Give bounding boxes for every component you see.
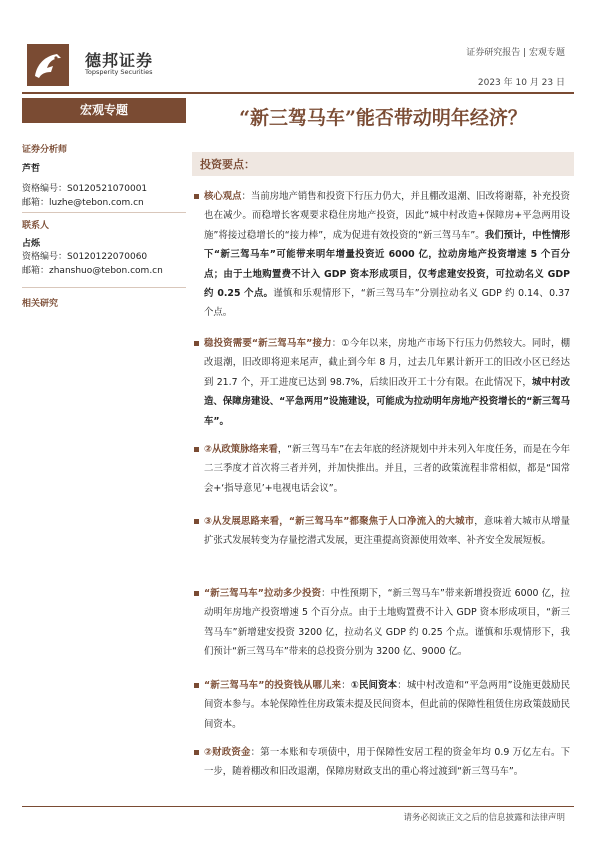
analyst-email[interactable]: 邮箱：luzhe@tebon.com.cn xyxy=(22,198,144,208)
key-points-title: 投资要点： xyxy=(200,158,255,171)
analyst-name: 芦哲 xyxy=(22,164,41,174)
key-point-2: 稳投资需要“新三驾马车”接力：①今年以来，房地产市场下行压力仍然较大。同时，棚改退潮，旧改即将迎来尾声，截止到今年 8 月，过去几年累计新开工的旧改小区已经达到 21.7 个，开工进度已达到 98.7%，后续旧改开工十分有限。在此情况下，城中村改造、保障房建设、“平急两用”设施建设，可能成为拉动明年房地产投资增长的“新三驾马车”。 xyxy=(204,334,570,431)
left-divider xyxy=(22,212,186,213)
analyst-section-label: 证券分析师 xyxy=(22,145,68,155)
report-type: 证券研究报告 | 宏观专题 xyxy=(466,48,565,58)
key-point-5: “新三驾马车”拉动多少投资：中性预期下，“新三驾马车”带来新增投资近 6000 亿，拉动明年房地产投资增速 5 个百分点。由于土地购置费不计入 GDP 资本形成项目，“新三驾马车”新增建安投资 3200 亿，拉动名义 GDP 约 0.25 个点。谨慎和乐观情形下，我们预计“新三驾马车”带来的总投资分别为 3200 亿、9000 亿。 xyxy=(204,584,570,662)
key-point-lead: ③从发展思路来看，“新三驾马车”都聚焦于人口净流入的大城市 xyxy=(204,516,475,527)
key-point-lead: “新三驾马车”的投资钱从哪儿来 xyxy=(204,680,342,691)
key-point-6: “新三驾马车”的投资钱从哪儿来：①民间资本：城中村改造和“平急两用”设施更鼓励民间资本参与。本轮保障性住房政策未提及民间资本，但此前的保障性租赁住房政策鼓励民间资本。 xyxy=(204,676,570,734)
analyst-cert: 资格编号：S0120521070001 xyxy=(22,184,148,194)
key-point-lead: 稳投资需要“新三驾马车”接力 xyxy=(204,338,332,349)
report-title: “新三驾马车”能否带动明年经济？ xyxy=(239,107,527,129)
key-point-lead: 核心观点 xyxy=(204,191,242,202)
key-point-lead: ②从政策脉络来看 xyxy=(204,444,278,455)
company-name-cn: 德邦证券 xyxy=(85,51,154,70)
left-divider xyxy=(22,287,186,288)
contact-name: 占烁 xyxy=(22,239,41,249)
disclaimer-note[interactable]: 请务必阅读正文之后的信息披露和法律声明 xyxy=(403,813,565,823)
company-logo-icon xyxy=(27,44,69,86)
key-point-3: ②从政策脉络来看，“新三驾马车”在去年底的经济规划中并未列入年度任务，而是在今年二三季度才首次将三者并列，并加快推出。并且，三者的政策流程非常相似，都是“国常会+‘指导意见’+电视电话会议”。 xyxy=(204,440,570,498)
header-divider xyxy=(22,92,574,94)
company-name-en: Topsperity Securities xyxy=(85,68,153,76)
contact-cert: 资格编号：S0120122070060 xyxy=(22,252,148,262)
related-research-label: 相关研究 xyxy=(22,299,59,309)
key-point-lead: ②财政资金 xyxy=(204,747,251,758)
footer-divider xyxy=(22,806,574,807)
key-point-1: 核心观点：当前房地产销售和投资下行压力仍大，并且棚改退潮、旧改将谢幕，补充投资也在减少。而稳增长客观要求稳住房地产投资，因此“城中村改造+保障房+平急两用设施”将接过稳增长的“接力棒”，成为促进有效投资的“新三驾马车”。我们预计，中性情形下“新三驾马车”可能带来明年增量投资近 6000 亿，拉动房地产投资增速 5 个百分点；由于土地购置费不计入 GDP 资本形成项目，仅考虑建安投资，可拉动名义 GDP 约 0.25 个点。谨慎和乐观情形下，“新三驾马车”分别拉动名义 GDP 约 0.14、0.37 个点。 xyxy=(204,187,570,323)
contact-email[interactable]: 邮箱：zhanshuo@tebon.com.cn xyxy=(22,266,163,276)
report-category-badge: 宏观专题 xyxy=(22,98,186,123)
key-point-4: ③从发展思路来看，“新三驾马车”都聚焦于人口净流入的大城市，意味着大城市从增量扩张式发展转变为存量挖潜式发展，更注重提高资源使用效率、补齐安全发展短板。 xyxy=(204,512,570,551)
key-point-lead: “新三驾马车”拉动多少投资 xyxy=(204,588,322,599)
report-date: 2023 年 10 月 23 日 xyxy=(477,78,565,88)
contact-section-label: 联系人 xyxy=(22,221,50,231)
key-point-7: ②财政资金：第一本账和专项债中，用于保障性安居工程的资金年均 0.9 万亿左右。下一步，随着棚改和旧改退潮，保障房财政支出的重心将过渡到“新三驾马车”。 xyxy=(204,743,570,782)
